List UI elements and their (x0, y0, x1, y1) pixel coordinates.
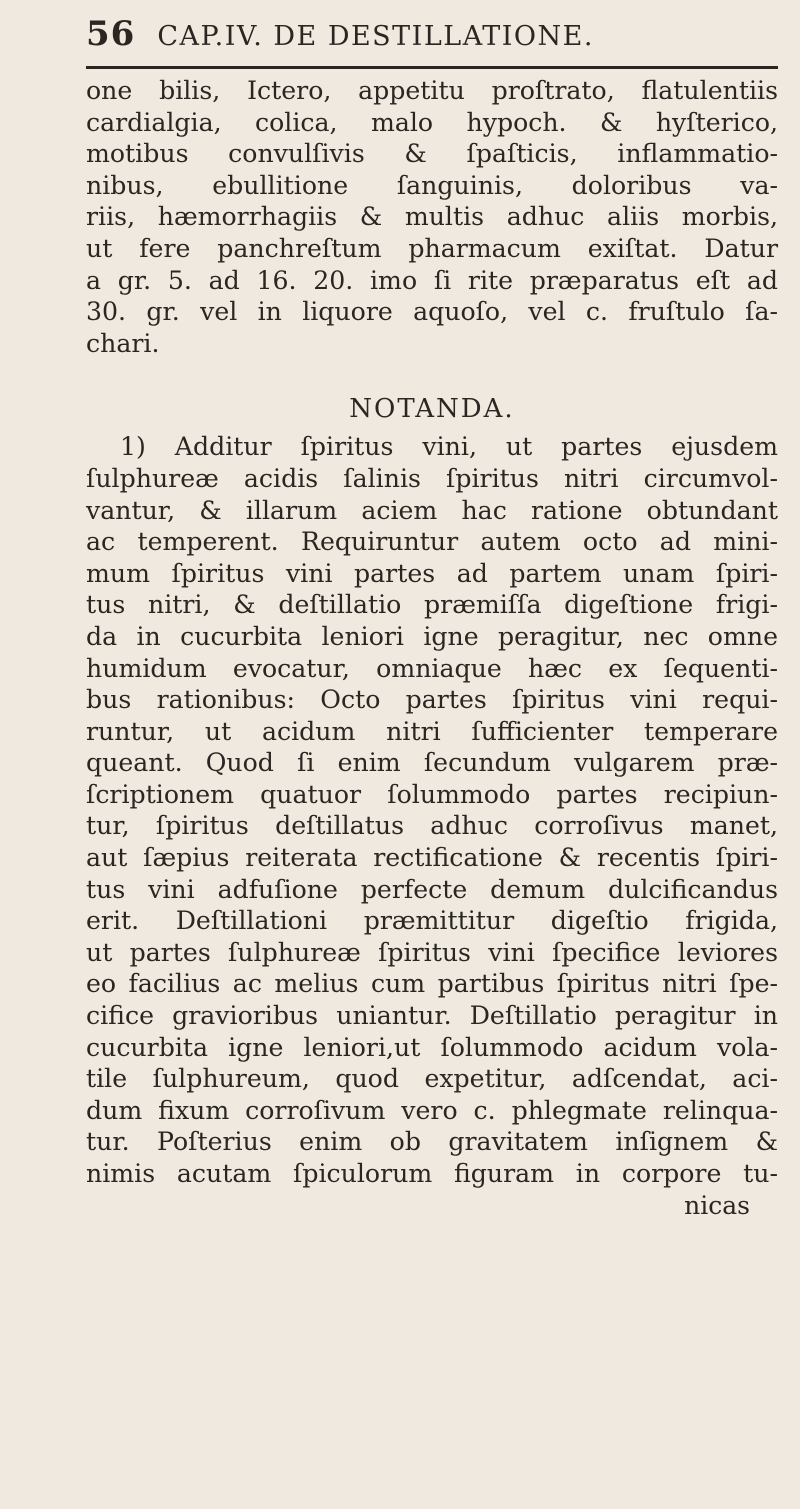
text-line: humidum evocatur, omniaque hæc ex ſequenti- (86, 653, 778, 683)
running-head (86, 14, 778, 64)
page-number: 56 (86, 14, 136, 54)
text-line: nibus, ebullitione ſanguinis, doloribus va- (86, 170, 778, 200)
text-line: runtur, ut acidum nitri ſufficienter temperare (86, 716, 778, 746)
text-line: aut ſæpius reiterata rectificatione & recentis ſpiri- (86, 843, 778, 873)
paragraph-1 (86, 75, 778, 359)
text-line: vantur, & illarum aciem hac ratione obtundant (86, 495, 778, 525)
text-line: bus rationibus: Octo partes ſpiritus vini requi- (86, 685, 778, 715)
running-title: CAP.IV. DE DESTILLATIONE. (157, 21, 594, 52)
header-rule (86, 66, 778, 69)
text-line: tur, ſpiritus deſtillatus adhuc corroſivus manet, (86, 811, 778, 841)
text-line: da in cucurbita leniori igne peragitur, nec omne (86, 621, 778, 651)
text-line: tus vini adfuſione perfecte demum dulcificandus (86, 874, 778, 904)
text-line: riis, hæmorrhagiis & multis adhuc aliis morbis, (86, 202, 778, 232)
text-line: queant. Quod ſi enim ſecundum vulgarem præ- (86, 748, 778, 778)
text-line: ut fere panchreſtum pharmacum exiſtat. Datur (86, 233, 778, 263)
text-line: ut partes ſulphureæ ſpiritus vini ſpecifice leviores (86, 937, 778, 967)
text-line: eo facilius ac melius cum partibus ſpiritus nitri ſpe- (86, 969, 778, 999)
text-line: ac temperent. Requiruntur autem octo ad mini- (86, 527, 778, 557)
text-line: nimis acutam ſpiculorum figuram in corpore tu- (86, 1159, 778, 1188)
text-line: one bilis, Ictero, appetitu proſtrato, flatulentiis (86, 76, 778, 105)
text-line: a gr. 5. ad 16. 20. imo ſi rite præparatus eſt ad (86, 265, 778, 295)
text-line: tur. Poſterius enim ob gravitatem inſignem & (86, 1127, 778, 1157)
text-line: dum fixum corroſivum vero c. phlegmate relinqua- (86, 1095, 778, 1125)
text-line: tile ſulphureum, quod expetitur, adſcendat, aci- (86, 1064, 778, 1094)
text-line: erit. Deſtillationi præmittitur digeſtio frigida, (86, 906, 778, 936)
text-line: cifice gravioribus uniantur. Deſtillatio peragitur in (86, 1001, 778, 1031)
text-line: ſcriptionem quatuor ſolummodo partes recipiun- (86, 779, 778, 809)
text-line: chari. (86, 328, 160, 358)
section-heading: NOTANDA. (349, 394, 515, 425)
text-line: 1) Additur ſpiritus vini, ut partes ejusdem (120, 432, 778, 462)
paragraph-2 (86, 431, 778, 1189)
catchword: nicas (684, 1190, 750, 1220)
text-line: 30. gr. vel in liquore aquoſo, vel c. fruſtulo ſa- (86, 297, 778, 327)
text-line: cardialgia, colica, malo hypoch. & hyſterico, (86, 107, 778, 137)
text-line: motibus convulſivis & ſpaſticis, inflammatio- (86, 139, 778, 169)
text-line: mum ſpiritus vini partes ad partem unam ſpiri- (86, 558, 778, 588)
text-line: cucurbita igne leniori,ut ſolummodo acidum vola- (86, 1032, 778, 1062)
text-line: ſulphureæ acidis ſalinis ſpiritus nitri circumvol- (86, 463, 778, 493)
text-line: tus nitri, & deſtillatio præmiſſa digeſtione frigi- (86, 590, 778, 620)
